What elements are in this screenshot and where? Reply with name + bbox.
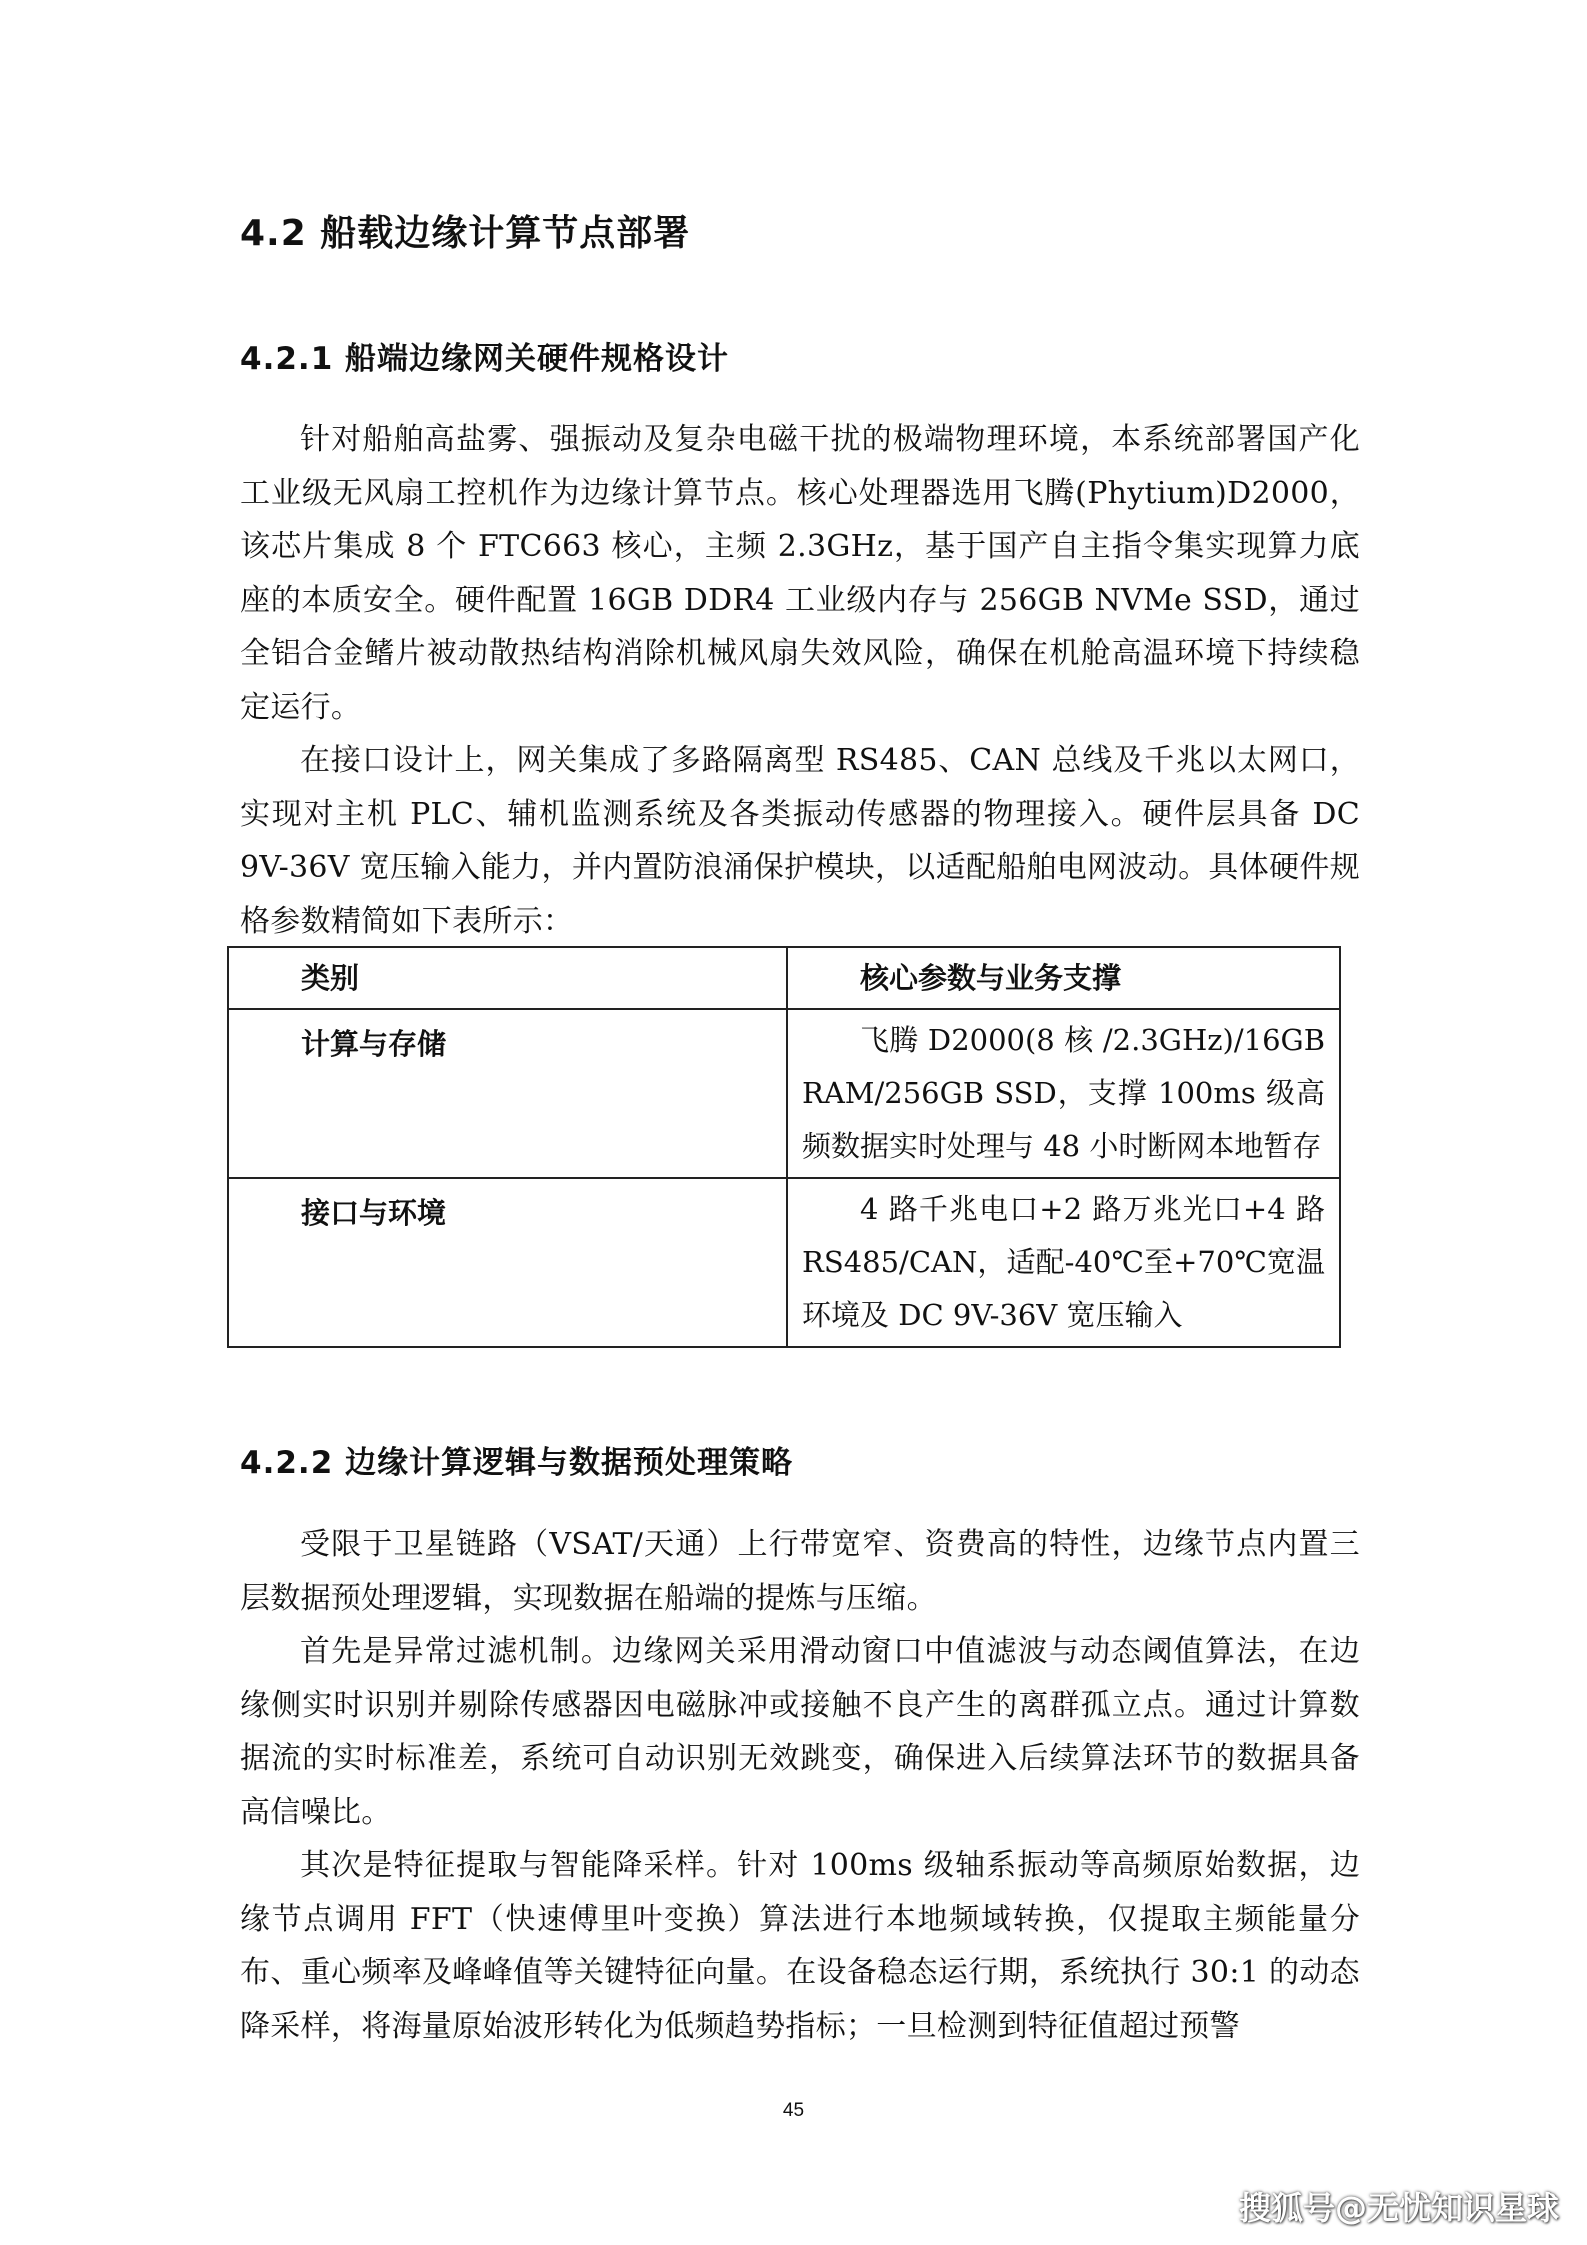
hardware-spec-table	[227, 946, 1341, 1348]
table-row	[228, 1178, 1340, 1347]
table-header-params: 核心参数与业务支撑	[787, 947, 1340, 1009]
table-cell-category: 接口与环境	[228, 1178, 787, 1347]
paragraph-feature-extraction: 其次是特征提取与智能降采样。针对 100ms 级轴系振动等高频原始数据，边缘节点调用 FFT（快速傅里叶变换）算法进行本地频域转换，仅提取主频能量分布、重心频率及峰峰值等关键特征向量。在设备稳态运行期，系统执行 30:1 的动态降采样，将海量原始波形转化为低频趋势指标；一旦检测到特征值超过预警	[240, 1848, 1360, 2044]
table-header-row	[228, 947, 1340, 1009]
page-number: 45	[782, 2100, 805, 2121]
table-header-category: 类别	[228, 947, 787, 1009]
paragraph-interface-design: 在接口设计上，网关集成了多路隔离型 RS485、CAN 总线及千兆以太网口，实现对主机 PLC、辅机监测系统及各类振动传感器的物理接入。硬件层具备 DC 9V-36V 宽压输入能力，并内置防浪涌保护模块，以适配船舶电网波动。具体硬件规格参数精简如下表所示：	[240, 743, 1360, 939]
table-cell-detail: 飞腾 D2000(8 核 /2.3GHz)/16GB RAM/256GB SSD，支撑 100ms 级高频数据实时处理与 48 小时断网本地暂存	[787, 1009, 1340, 1178]
table-cell-detail: 4 路千兆电口+2 路万兆光口+4 路 RS485/CAN，适配-40℃至+70℃宽温环境及 DC 9V-36V 宽压输入	[787, 1178, 1340, 1347]
section-heading: 4.2 船载边缘计算节点部署	[240, 213, 691, 254]
paragraph-anomaly-filtering: 首先是异常过滤机制。边缘网关采用滑动窗口中值滤波与动态阈值算法，在边缘侧实时识别并剔除传感器因电磁脉冲或接触不良产生的离群孤立点。通过计算数据流的实时标准差，系统可自动识别无效跳变，确保进入后续算法环节的数据具备高信噪比。	[240, 1634, 1360, 1830]
paragraph-satellite-constraint: 受限于卫星链路（VSAT/天通）上行带宽窄、资费高的特性，边缘节点内置三层数据预处理逻辑，实现数据在船端的提炼与压缩。	[240, 1527, 1360, 1616]
table-row	[228, 1009, 1340, 1178]
paragraph-hardware-intro: 针对船舶高盐雾、强振动及复杂电磁干扰的极端物理环境，本系统部署国产化工业级无风扇工控机作为边缘计算节点。核心处理器选用飞腾(Phytium)D2000，该芯片集成 8 个 FTC663 核心，主频 2.3GHz，基于国产自主指令集实现算力底座的本质安全。硬件配置 16GB DDR4 工业级内存与 256GB NVMe SSD，通过全铝合金鳍片被动散热结构消除机械风扇失效风险，确保在机舱高温环境下持续稳定运行。	[240, 422, 1360, 725]
table-cell-category: 计算与存储	[228, 1009, 787, 1178]
subsection-heading-hardware: 4.2.1 船端边缘网关硬件规格设计	[240, 341, 730, 377]
subsection-heading-edge-logic: 4.2.2 边缘计算逻辑与数据预处理策略	[240, 1445, 794, 1481]
watermark-text: 搜狐号@无忧知识星球	[1238, 2189, 1559, 2227]
